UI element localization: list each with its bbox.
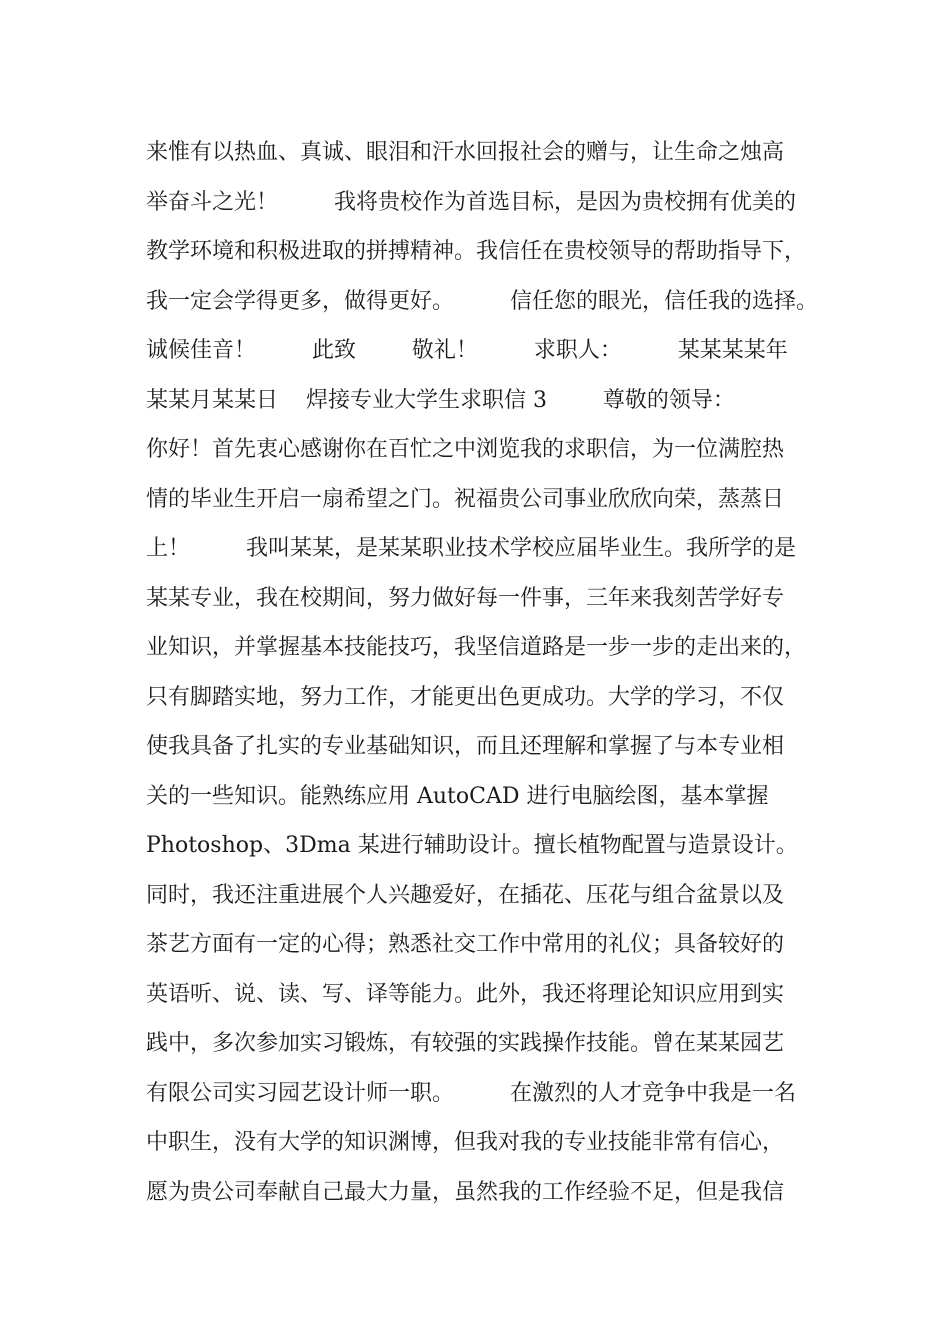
text-line: 关的一些知识。能熟练应用 AutoCAD 进行电脑绘图，基本掌握: [146, 783, 769, 809]
text-line: 使我具备了扎实的专业基础知识，而且还理解和掌握了与本专业相: [146, 734, 785, 759]
text-line: 同时，我还注重进展个人兴趣爱好，在插花、压花与组合盆景以及: [146, 882, 785, 908]
text-line: 只有脚踏实地，努力工作，才能更出色更成功。大学的学习，不仅: [146, 684, 785, 710]
text-line: 你好！首先衷心感谢你在百忙之中浏览我的求职信，为一位满腔热: [146, 437, 785, 462]
text-line: 来惟有以热血、真诚、眼泪和汗水回报社会的赠与，让生命之烛高: [146, 140, 785, 165]
text-line: 践中，多次参加实习锻炼，有较强的实践操作技能。曾在某某园艺: [146, 1031, 785, 1056]
text-line: 举奋斗之光！ 我将贵校作为首选目标，是因为贵校拥有优美的: [146, 189, 796, 215]
text-line: 情的毕业生开启一扇希望之门。祝福贵公司事业欣欣向荣，蒸蒸日: [146, 486, 785, 512]
text-line: 愿为贵公司奉献自己最大力量，虽然我的工作经验不足，但是我信: [146, 1179, 785, 1205]
text-line: 某某专业，我在校期间，努力做好每一件事，三年来我刻苦学好专: [146, 585, 785, 611]
text-line: 业知识，并掌握基本技能技巧，我坚信道路是一步一步的走出来的，: [146, 635, 807, 660]
text-line: 有限公司实习园艺设计师一职。 在激烈的人才竞争中我是一名: [146, 1080, 796, 1106]
text-line: 上！ 我叫某某，是某某职业技术学校应届毕业生。我所学的是: [146, 536, 796, 561]
text-line: 我一定会学得更多，做得更好。 信任您的眼光，信任我的选择。: [146, 288, 818, 314]
text-line: 中职生，没有大学的知识渊博，但我对我的专业技能非常有信心，: [146, 1130, 785, 1155]
text-line: 茶艺方面有一定的心得；熟悉社交工作中常用的礼仪；具备较好的: [146, 932, 785, 957]
text-line: Photoshop、3Dma 某进行辅助设计。擅长植物配置与造景设计。: [146, 833, 798, 858]
body-text: [146, 128, 836, 1217]
text-line: 某某月某某日 焊接专业大学生求职信 3 尊敬的领导：: [146, 387, 735, 413]
text-line: 教学环境和积极进取的拼搏精神。我信任在贵校领导的帮助指导下，: [146, 239, 807, 264]
text-line: 诚候佳音！ 此致 敬礼！ 求职人： 某某某某年: [146, 338, 788, 363]
text-line: 英语听、说、读、写、译等能力。此外，我还将理论知识应用到实: [146, 981, 785, 1007]
